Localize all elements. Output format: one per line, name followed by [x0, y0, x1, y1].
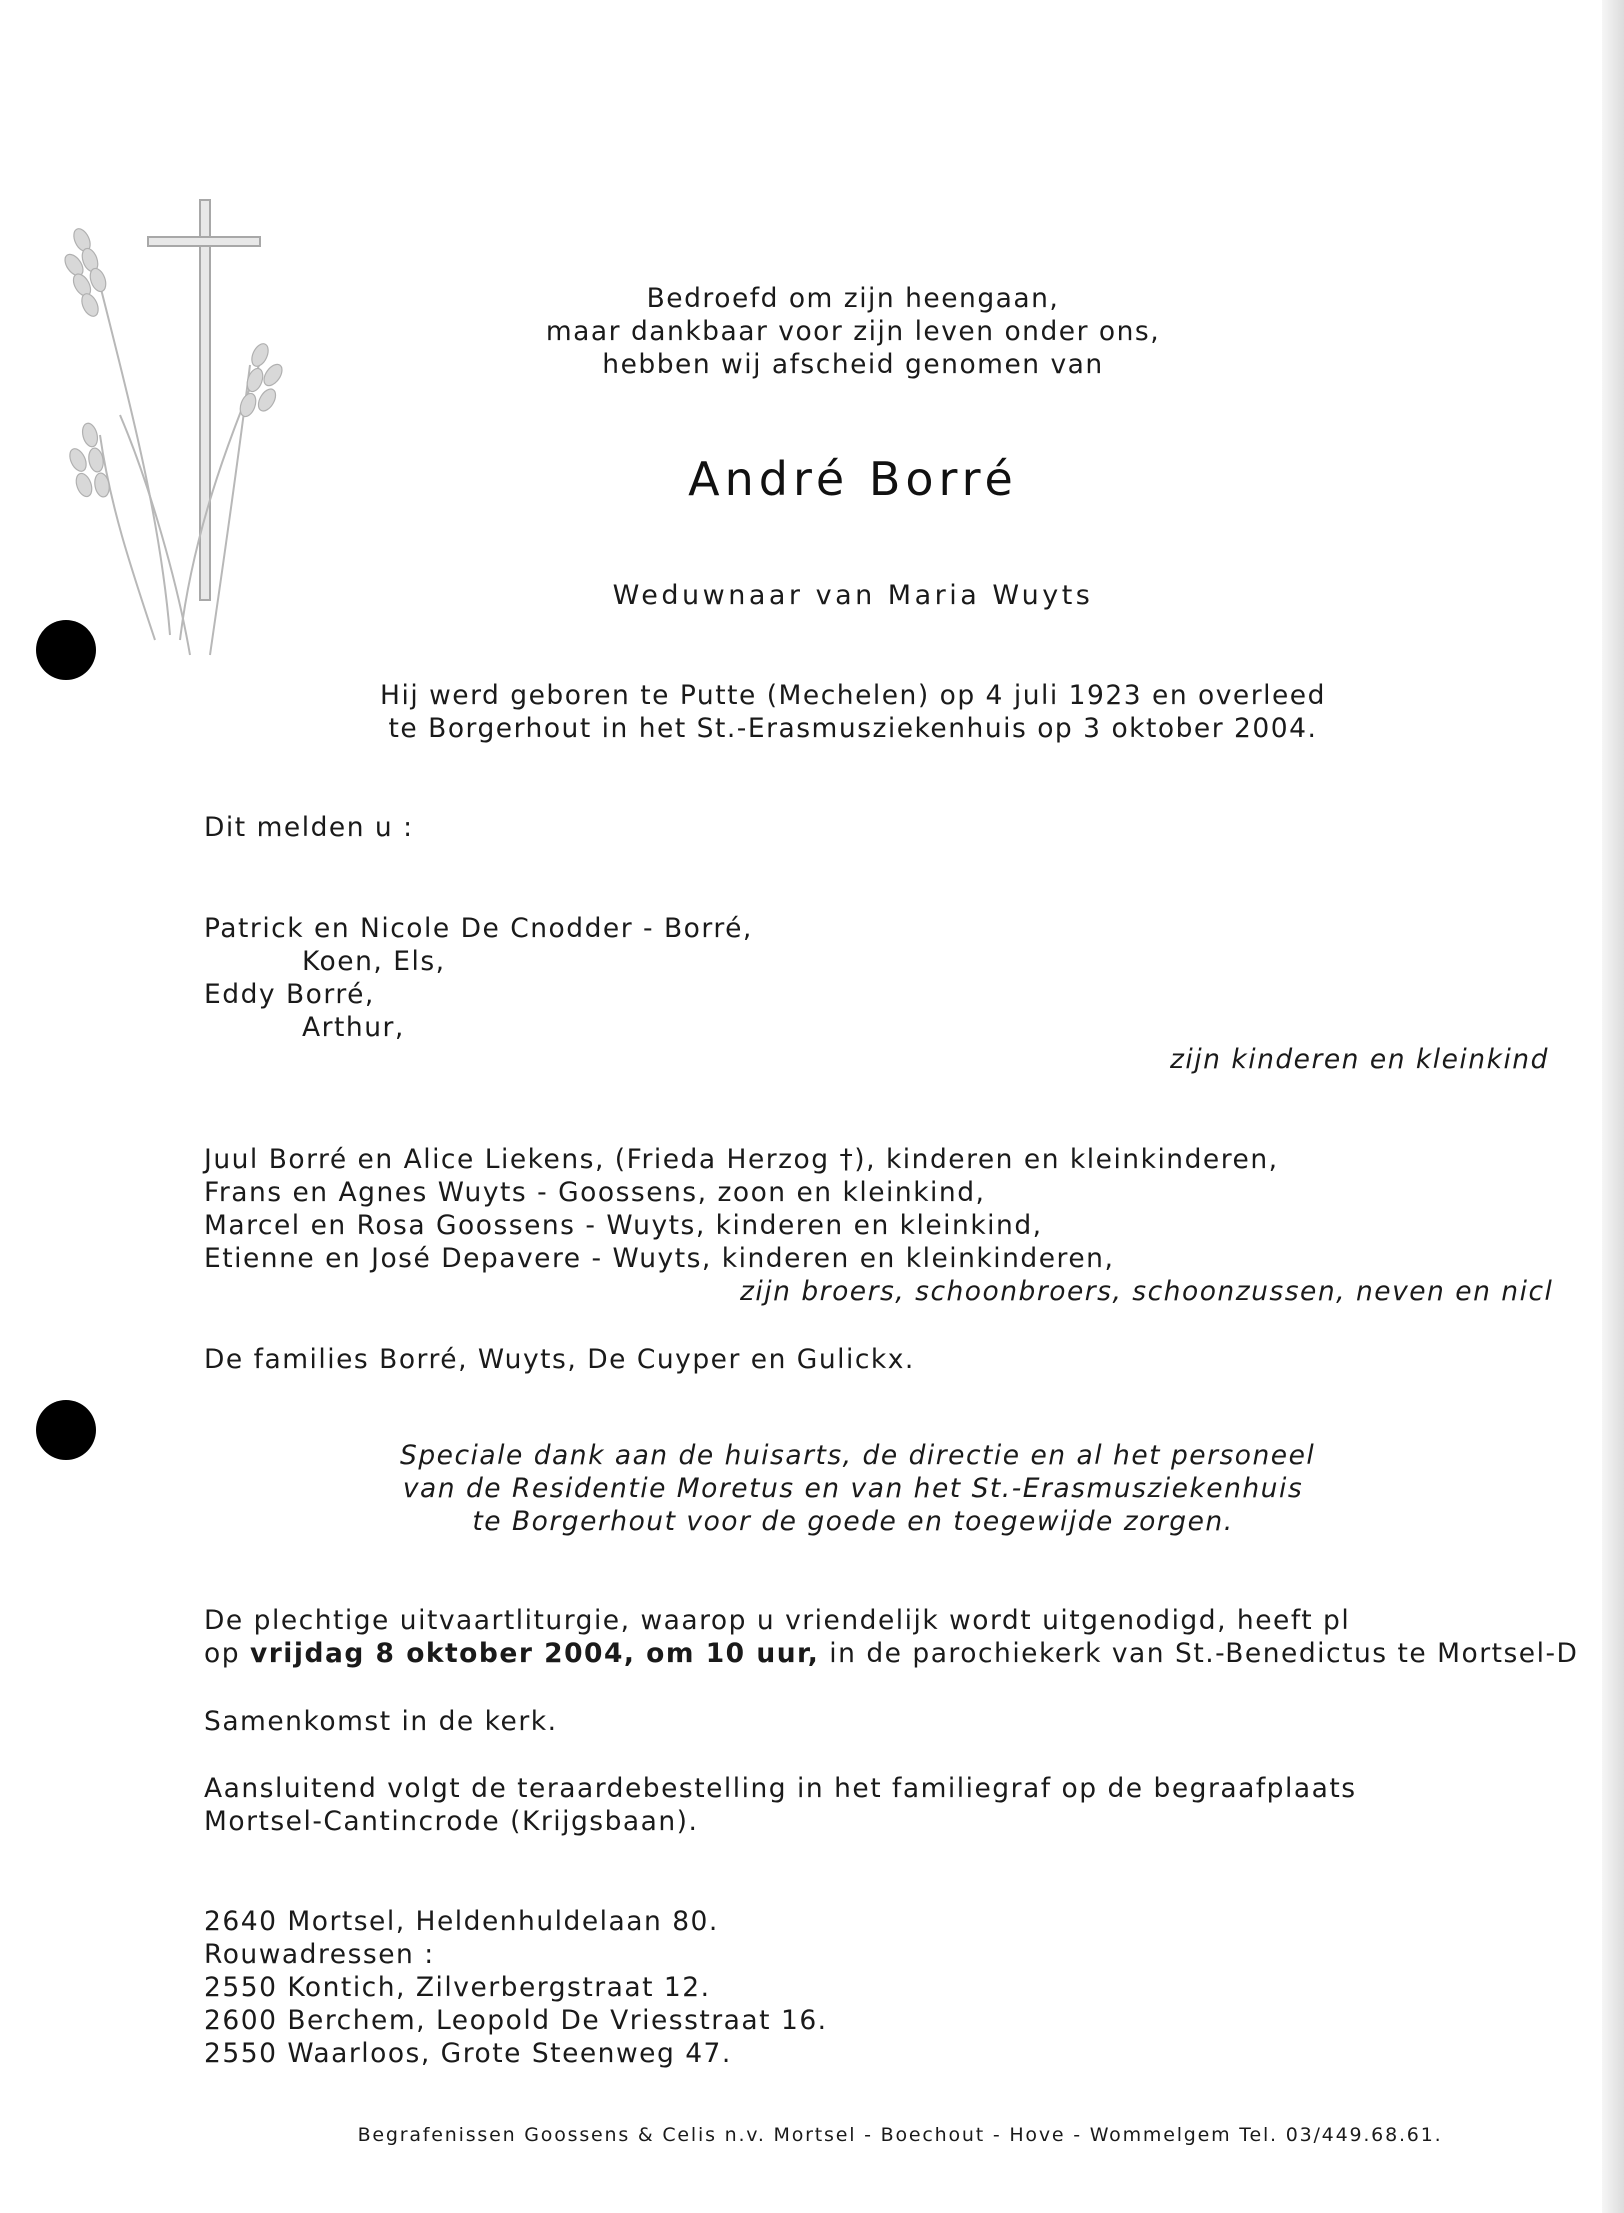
address-line: 2600 Berchem, Leopold De Vriesstraat 16.: [204, 2005, 828, 2036]
siblings-relation: zijn broers, schoonbroers, schoonzussen, neven en nicl: [740, 1276, 1554, 1307]
thanks-line-1: Speciale dank aan de huisarts, de directie en al het personeel: [400, 1440, 1316, 1471]
mourning-addresses-label: Rouwadressen :: [204, 1939, 435, 1970]
child-line: Eddy Borré,: [204, 979, 375, 1010]
funeral-date-time: vrijdag 8 oktober 2004, om 10 uur,: [249, 1638, 820, 1669]
birth-death-line-2: te Borgerhout in het St.-Erasmusziekenhuis op 3 oktober 2004.: [388, 713, 1318, 744]
gathering-line: Samenkomst in de kerk.: [204, 1706, 558, 1737]
intro-line-2: maar dankbaar voor zijn leven onder ons,: [545, 316, 1161, 347]
intro-line-1: Bedroefd om zijn heengaan,: [646, 283, 1060, 314]
grandchild-line: Arthur,: [302, 1012, 405, 1043]
funeral-line-1: De plechtige uitvaartliturgie, waarop u vriendelijk wordt uitgenodigd, heeft pl: [204, 1605, 1351, 1636]
thanks-line-2: van de Residentie Moretus en van het St.-Erasmusziekenhuis: [402, 1473, 1304, 1504]
funeral-prefix: op: [204, 1638, 250, 1669]
grandchild-line: Koen, Els,: [302, 946, 446, 977]
intro-line-3: hebben wij afscheid genomen van: [602, 349, 1104, 380]
announce-label: Dit melden u :: [204, 812, 414, 843]
funeral-line-2: [204, 1638, 1579, 1669]
address-line: 2640 Mortsel, Heldenhuldelaan 80.: [204, 1906, 719, 1937]
cross-wheat-icon: [60, 185, 290, 665]
funeral-location: in de parochiekerk van St.-Benedictus te Mortsel-D: [819, 1638, 1579, 1669]
sibling-line: Frans en Agnes Wuyts - Goossens, zoon en kleinkind,: [204, 1177, 986, 1208]
sibling-line: Marcel en Rosa Goossens - Wuyts, kinderen en kleinkind,: [204, 1210, 1043, 1241]
undertaker-footer: Begrafenissen Goossens & Celis n.v. Mortsel - Boechout - Hove - Wommelgem Tel. 03/449.68.61.: [357, 2124, 1443, 2146]
burial-line-2: Mortsel-Cantincrode (Krijgsbaan).: [204, 1806, 699, 1837]
burial-line-1: Aansluitend volgt de teraardebestelling in het familiegraf op de begraafplaats: [204, 1773, 1357, 1804]
punch-hole-bottom: [36, 1400, 96, 1460]
sibling-line: Etienne en José Depavere - Wuyts, kinderen en kleinkinderen,: [204, 1243, 1115, 1274]
children-relation: zijn kinderen en kleinkind: [1170, 1044, 1549, 1075]
sibling-line: Juul Borré en Alice Liekens, (Frieda Herzog †), kinderen en kleinkinderen,: [204, 1144, 1279, 1175]
birth-death-line-1: Hij werd geboren te Putte (Mechelen) op 4 juli 1923 en overleed: [380, 680, 1326, 711]
address-line: 2550 Waarloos, Grote Steenweg 47.: [204, 2038, 732, 2069]
families-line: De families Borré, Wuyts, De Cuyper en Gulickx.: [204, 1344, 915, 1375]
address-line: 2550 Kontich, Zilverbergstraat 12.: [204, 1972, 711, 2003]
child-line: Patrick en Nicole De Cnodder - Borré,: [204, 913, 753, 944]
page-edge-shadow: [1602, 0, 1624, 2213]
widower-line: Weduwnaar van Maria Wuyts: [612, 580, 1094, 611]
deceased-name: André Borré: [688, 452, 1018, 506]
thanks-line-3: te Borgerhout voor de goede en toegewijde zorgen.: [472, 1506, 1234, 1537]
